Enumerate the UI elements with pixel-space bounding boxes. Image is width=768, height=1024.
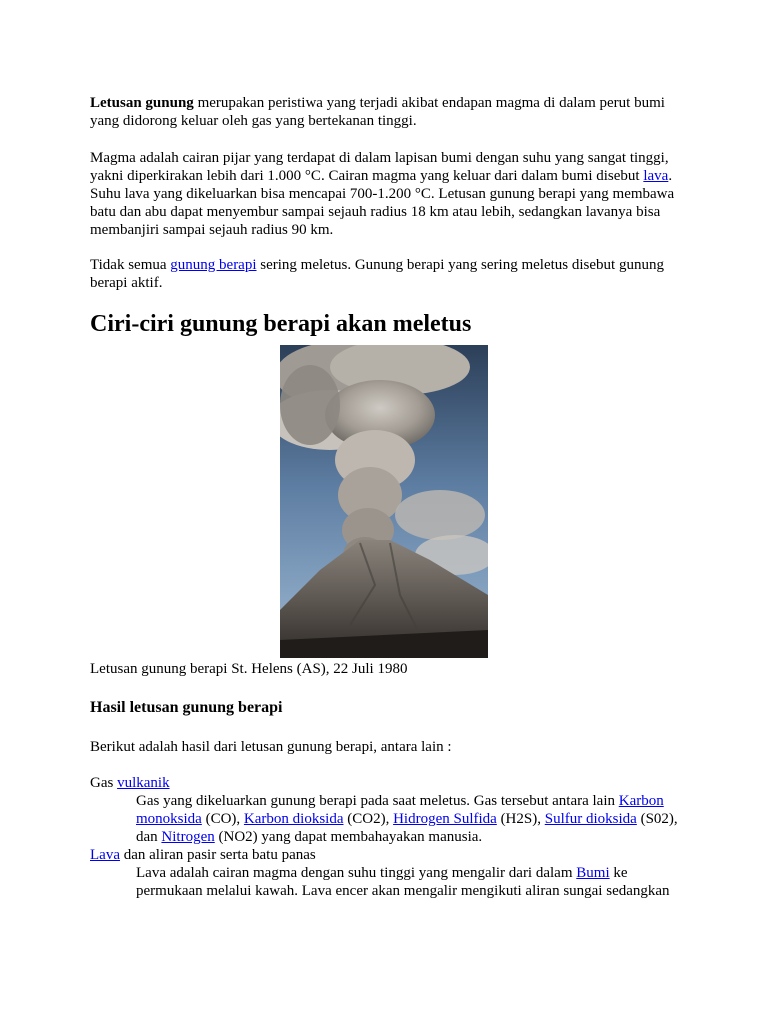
- link-bumi[interactable]: Bumi: [576, 865, 610, 881]
- definition-list: [90, 774, 678, 900]
- term-lava: [90, 846, 678, 864]
- paragraph-active: [90, 256, 678, 292]
- link-hidrogen-sulfida[interactable]: Hidrogen Sulfida: [393, 811, 497, 827]
- link-sulfur-dioksida[interactable]: Sulfur dioksida: [544, 811, 637, 827]
- photo-caption: Letusan gunung berapi St. Helens (AS), 22 Juli 1980: [90, 661, 408, 677]
- subheading: Hasil letusan gunung berapi: [90, 699, 283, 716]
- link-nitrogen[interactable]: Nitrogen: [161, 829, 215, 845]
- definition-text: (CO),: [201, 811, 244, 827]
- definition-text: (CO2),: [343, 811, 394, 827]
- link-gunung-berapi[interactable]: gunung berapi: [170, 257, 257, 273]
- link-karbon-monoksida[interactable]: Karbon monoksida: [136, 793, 664, 827]
- definition-text: (S02), dan: [136, 811, 678, 845]
- link-lava-term[interactable]: Lava: [90, 847, 120, 863]
- bold-term: Letusan gunung: [90, 95, 194, 111]
- term-text: Gas: [90, 775, 118, 791]
- definition-text: ke permukaan melalui kawah. Lava encer akan mengalir mengikuti aliran sungai sedangkan: [136, 865, 670, 899]
- definition-text: Gas yang dikeluarkan gunung berapi pada saat meletus. Gas tersebut antara lain: [136, 793, 619, 809]
- paragraph-magma: [90, 149, 678, 239]
- term-gas: [90, 774, 678, 792]
- definition-gas: [136, 792, 678, 846]
- definition-text: Lava adalah cairan magma dengan suhu tinggi yang mengalir dari dalam: [136, 865, 577, 881]
- paragraph-text: sering meletus. Gunung berapi yang sering meletus disebut gunung berapi aktif.: [90, 257, 664, 291]
- term-text: dan aliran pasir serta batu panas: [119, 847, 316, 863]
- definition-text: (H2S),: [496, 811, 545, 827]
- paragraph-intro: [90, 94, 678, 130]
- eruption-photo: [280, 345, 488, 658]
- paragraph-text: merupakan peristiwa yang terjadi akibat endapan magma di dalam perut bumi yang didorong keluar oleh gas yang bertekanan tinggi.: [90, 95, 665, 129]
- definition-text: (NO2) yang dapat membahayakan manusia.: [214, 829, 483, 845]
- link-vulkanik[interactable]: vulkanik: [117, 775, 170, 791]
- paragraph-text: Magma adalah cairan pijar yang terdapat di dalam lapisan bumi dengan suhu yang sangat tinggi, yakni diperkirakan lebih dari 1.000 °C. Cairan magma yang keluar dari dalam bumi disebut: [90, 150, 669, 184]
- link-karbon-dioksida[interactable]: Karbon dioksida: [243, 811, 344, 827]
- paragraph-text: Tidak semua: [90, 257, 171, 273]
- link-lava[interactable]: lava: [643, 168, 669, 184]
- list-intro: Berikut adalah hasil dari letusan gunung berapi, antara lain :: [90, 739, 452, 755]
- paragraph-text: . Suhu lava yang dikeluarkan bisa mencapai 700-1.200 °C. Letusan gunung berapi yang membawa batu dan abu dapat menyembur sampai sejauh radius 18 km atau lebih, sedangkan lavanya bisa membanjiri sampai sejauh radius 90 km.: [90, 168, 675, 238]
- definition-lava: [136, 864, 678, 900]
- section-heading: Ciri-ciri gunung berapi akan meletus: [90, 311, 472, 337]
